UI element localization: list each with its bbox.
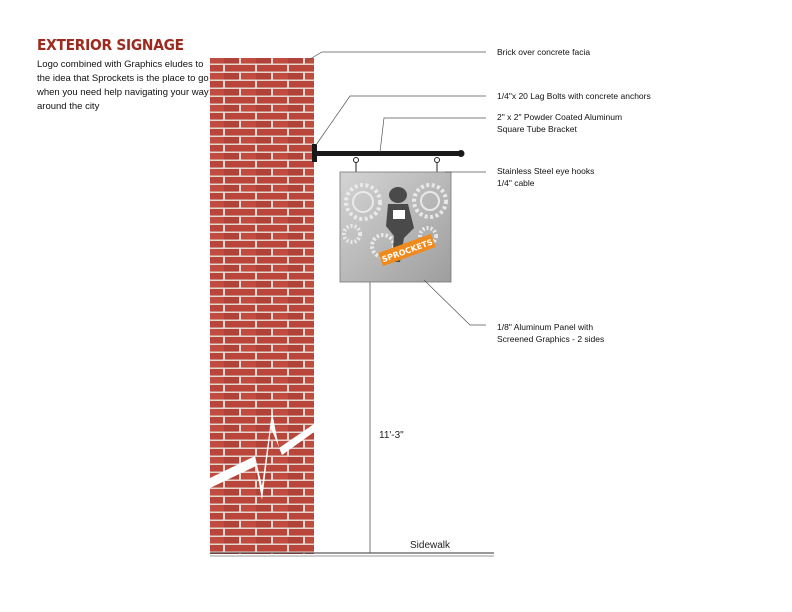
description-text: Logo combined with Graphics eludes to the idea that Sprockets is the place to go when you need help navigating your way around the city	[37, 59, 209, 112]
callout-bolts: 1/4"x 20 Lag Bolts with concrete anchors	[497, 91, 651, 101]
callout-hooks	[497, 165, 594, 189]
page-title: EXTERIOR SIGNAGE	[37, 36, 184, 54]
bracket-end-cap	[458, 150, 465, 157]
callout-panel	[497, 321, 604, 345]
sidewalk-label: Sidewalk	[410, 540, 451, 551]
eye-hook-right	[435, 158, 440, 173]
callout-panel-line2: Screened Graphics - 2 sides	[497, 334, 605, 344]
callout-bracket	[497, 111, 622, 135]
sprockets-logo-text: SPROCKETS	[380, 237, 434, 265]
callout-bracket-line2: Square Tube Bracket	[497, 124, 577, 134]
square-tube-bracket	[315, 151, 461, 156]
eye-hook-left	[354, 158, 359, 173]
callout-hooks-line1: Stainless Steel eye hooks	[497, 166, 595, 176]
callout-hooks-line2: 1/4" cable	[497, 178, 535, 188]
callout-bracket-line1: 2" x 2" Powder Coated Aluminum	[497, 112, 623, 122]
height-dimension: 11'-3"	[379, 430, 404, 441]
callout-brick: Brick over concrete facia	[497, 47, 591, 57]
callout-panel-line1: 1/8" Aluminum Panel with	[497, 322, 594, 332]
